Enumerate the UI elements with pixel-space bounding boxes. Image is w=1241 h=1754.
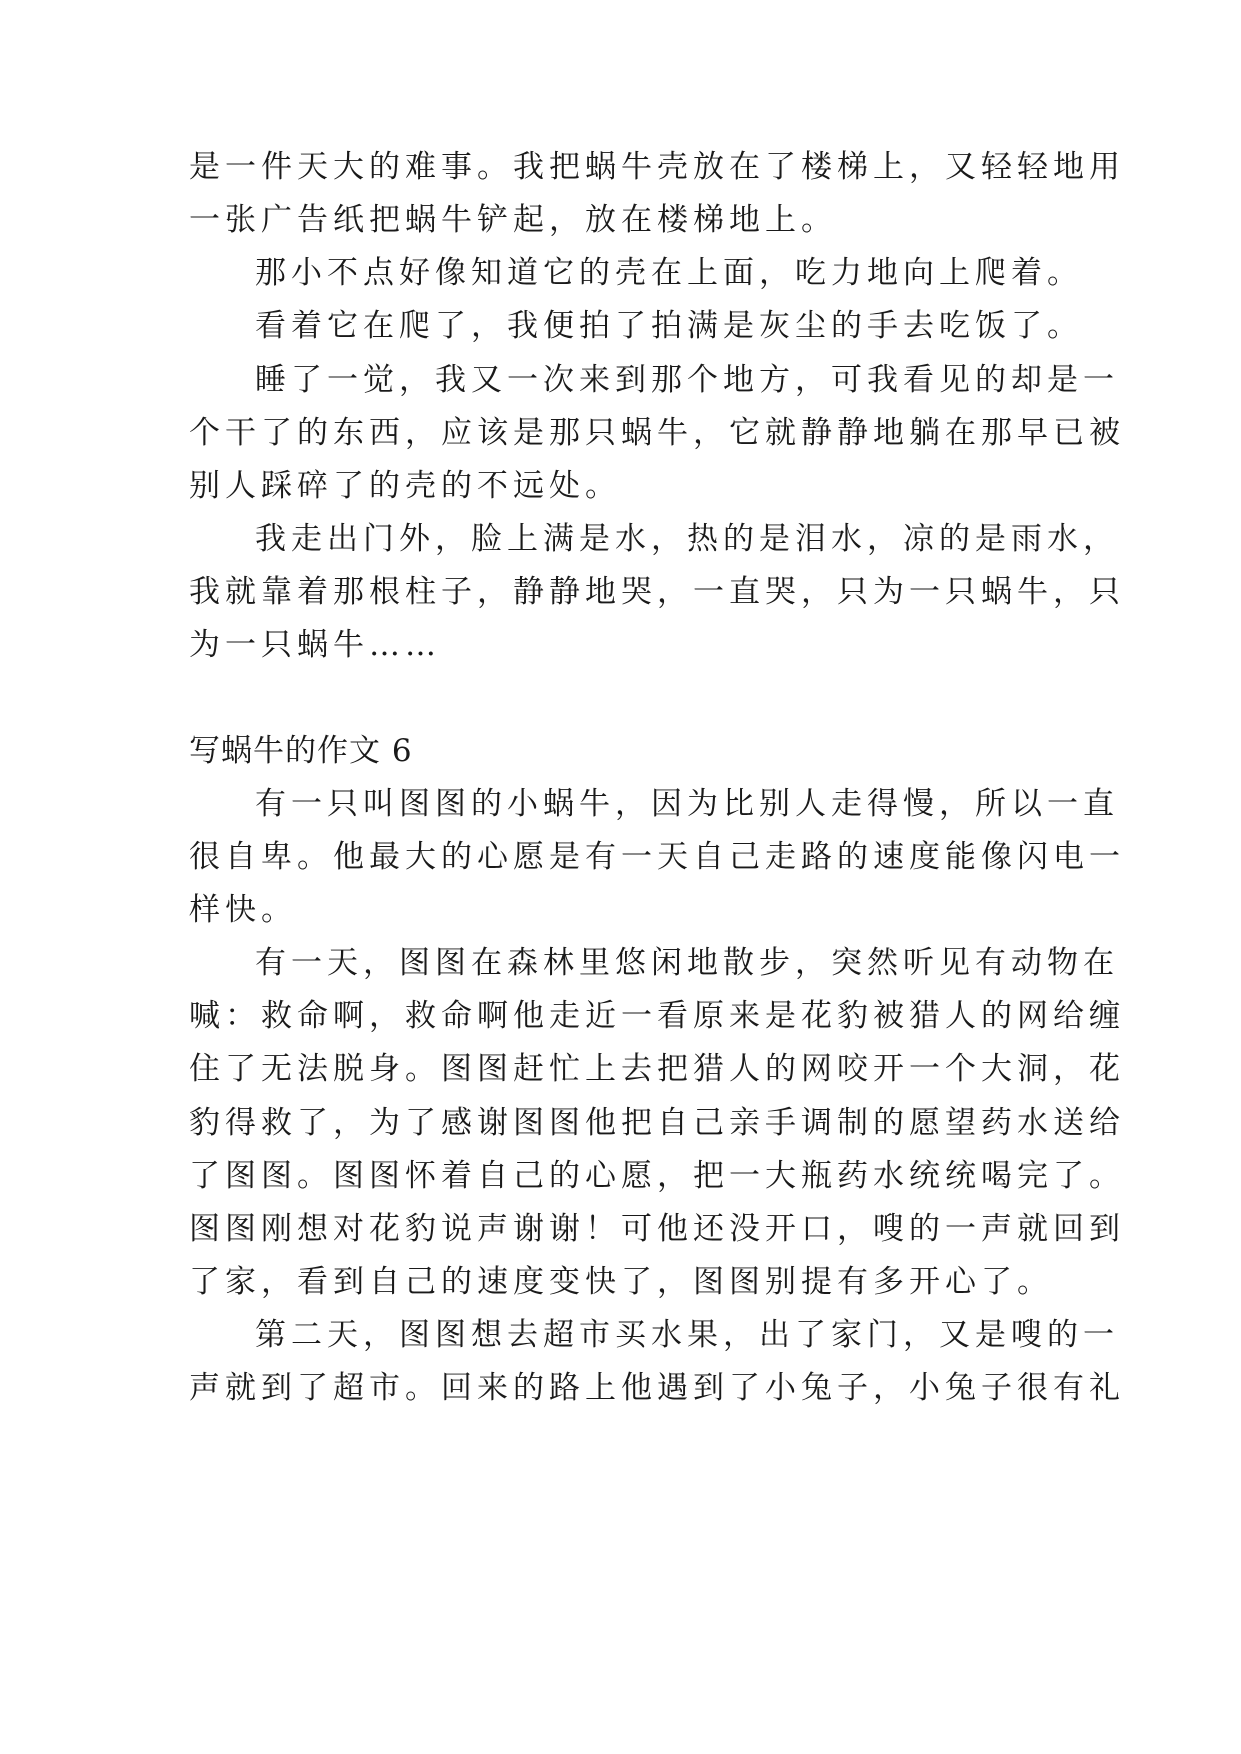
text-line: 声就到了超市。回来的路上他遇到了小兔子，小兔子很有礼 (189, 1370, 1125, 1406)
text-line: 有一天，图图在森林里悠闲地散步，突然听见有动物在 (255, 945, 1119, 981)
text-line: 样快。 (189, 892, 297, 928)
text-line: 一张广告纸把蜗牛铲起，放在楼梯地上。 (189, 202, 837, 238)
text-line: 住了无法脱身。图图赶忙上去把猎人的网咬开一个大洞，花 (189, 1051, 1125, 1087)
text-line: 了家，看到自己的速度变快了，图图别提有多开心了。 (189, 1264, 1053, 1300)
text-line: 看着它在爬了，我便拍了拍满是灰尘的手去吃饭了。 (255, 308, 1083, 344)
text-line: 为一只蜗牛…… (189, 627, 441, 663)
text-line: 是一件天大的难事。我把蜗牛壳放在了楼梯上，又轻轻地用 (189, 149, 1125, 185)
text-line: 豹得救了，为了感谢图图他把自己亲手调制的愿望药水送给 (189, 1105, 1125, 1141)
text-line: 那小不点好像知道它的壳在上面，吃力地向上爬着。 (255, 255, 1083, 291)
essay-title: 写蜗牛的作文 6 (189, 733, 413, 769)
text-line: 很自卑。他最大的心愿是有一天自己走路的速度能像闪电一 (189, 839, 1125, 875)
text-line: 我就靠着那根柱子，静静地哭，一直哭，只为一只蜗牛，只 (189, 574, 1125, 610)
text-line: 了图图。图图怀着自己的心愿，把一大瓶药水统统喝完了。 (189, 1158, 1125, 1194)
text-line: 图图刚想对花豹说声谢谢！可他还没开口，嗖的一声就回到 (189, 1211, 1125, 1247)
text-line: 我走出门外，脸上满是水，热的是泪水，凉的是雨水， (255, 521, 1119, 557)
text-line: 第二天，图图想去超市买水果，出了家门，又是嗖的一 (255, 1317, 1119, 1353)
text-line: 喊：救命啊，救命啊他走近一看原来是花豹被猎人的网给缠 (189, 998, 1125, 1034)
text-line: 个干了的东西，应该是那只蜗牛，它就静静地躺在那早已被 (189, 415, 1125, 451)
text-line: 有一只叫图图的小蜗牛，因为比别人走得慢，所以一直 (255, 786, 1119, 822)
text-line: 别人踩碎了的壳的不远处。 (189, 468, 621, 504)
text-line: 睡了一觉，我又一次来到那个地方，可我看见的却是一 (255, 362, 1119, 398)
